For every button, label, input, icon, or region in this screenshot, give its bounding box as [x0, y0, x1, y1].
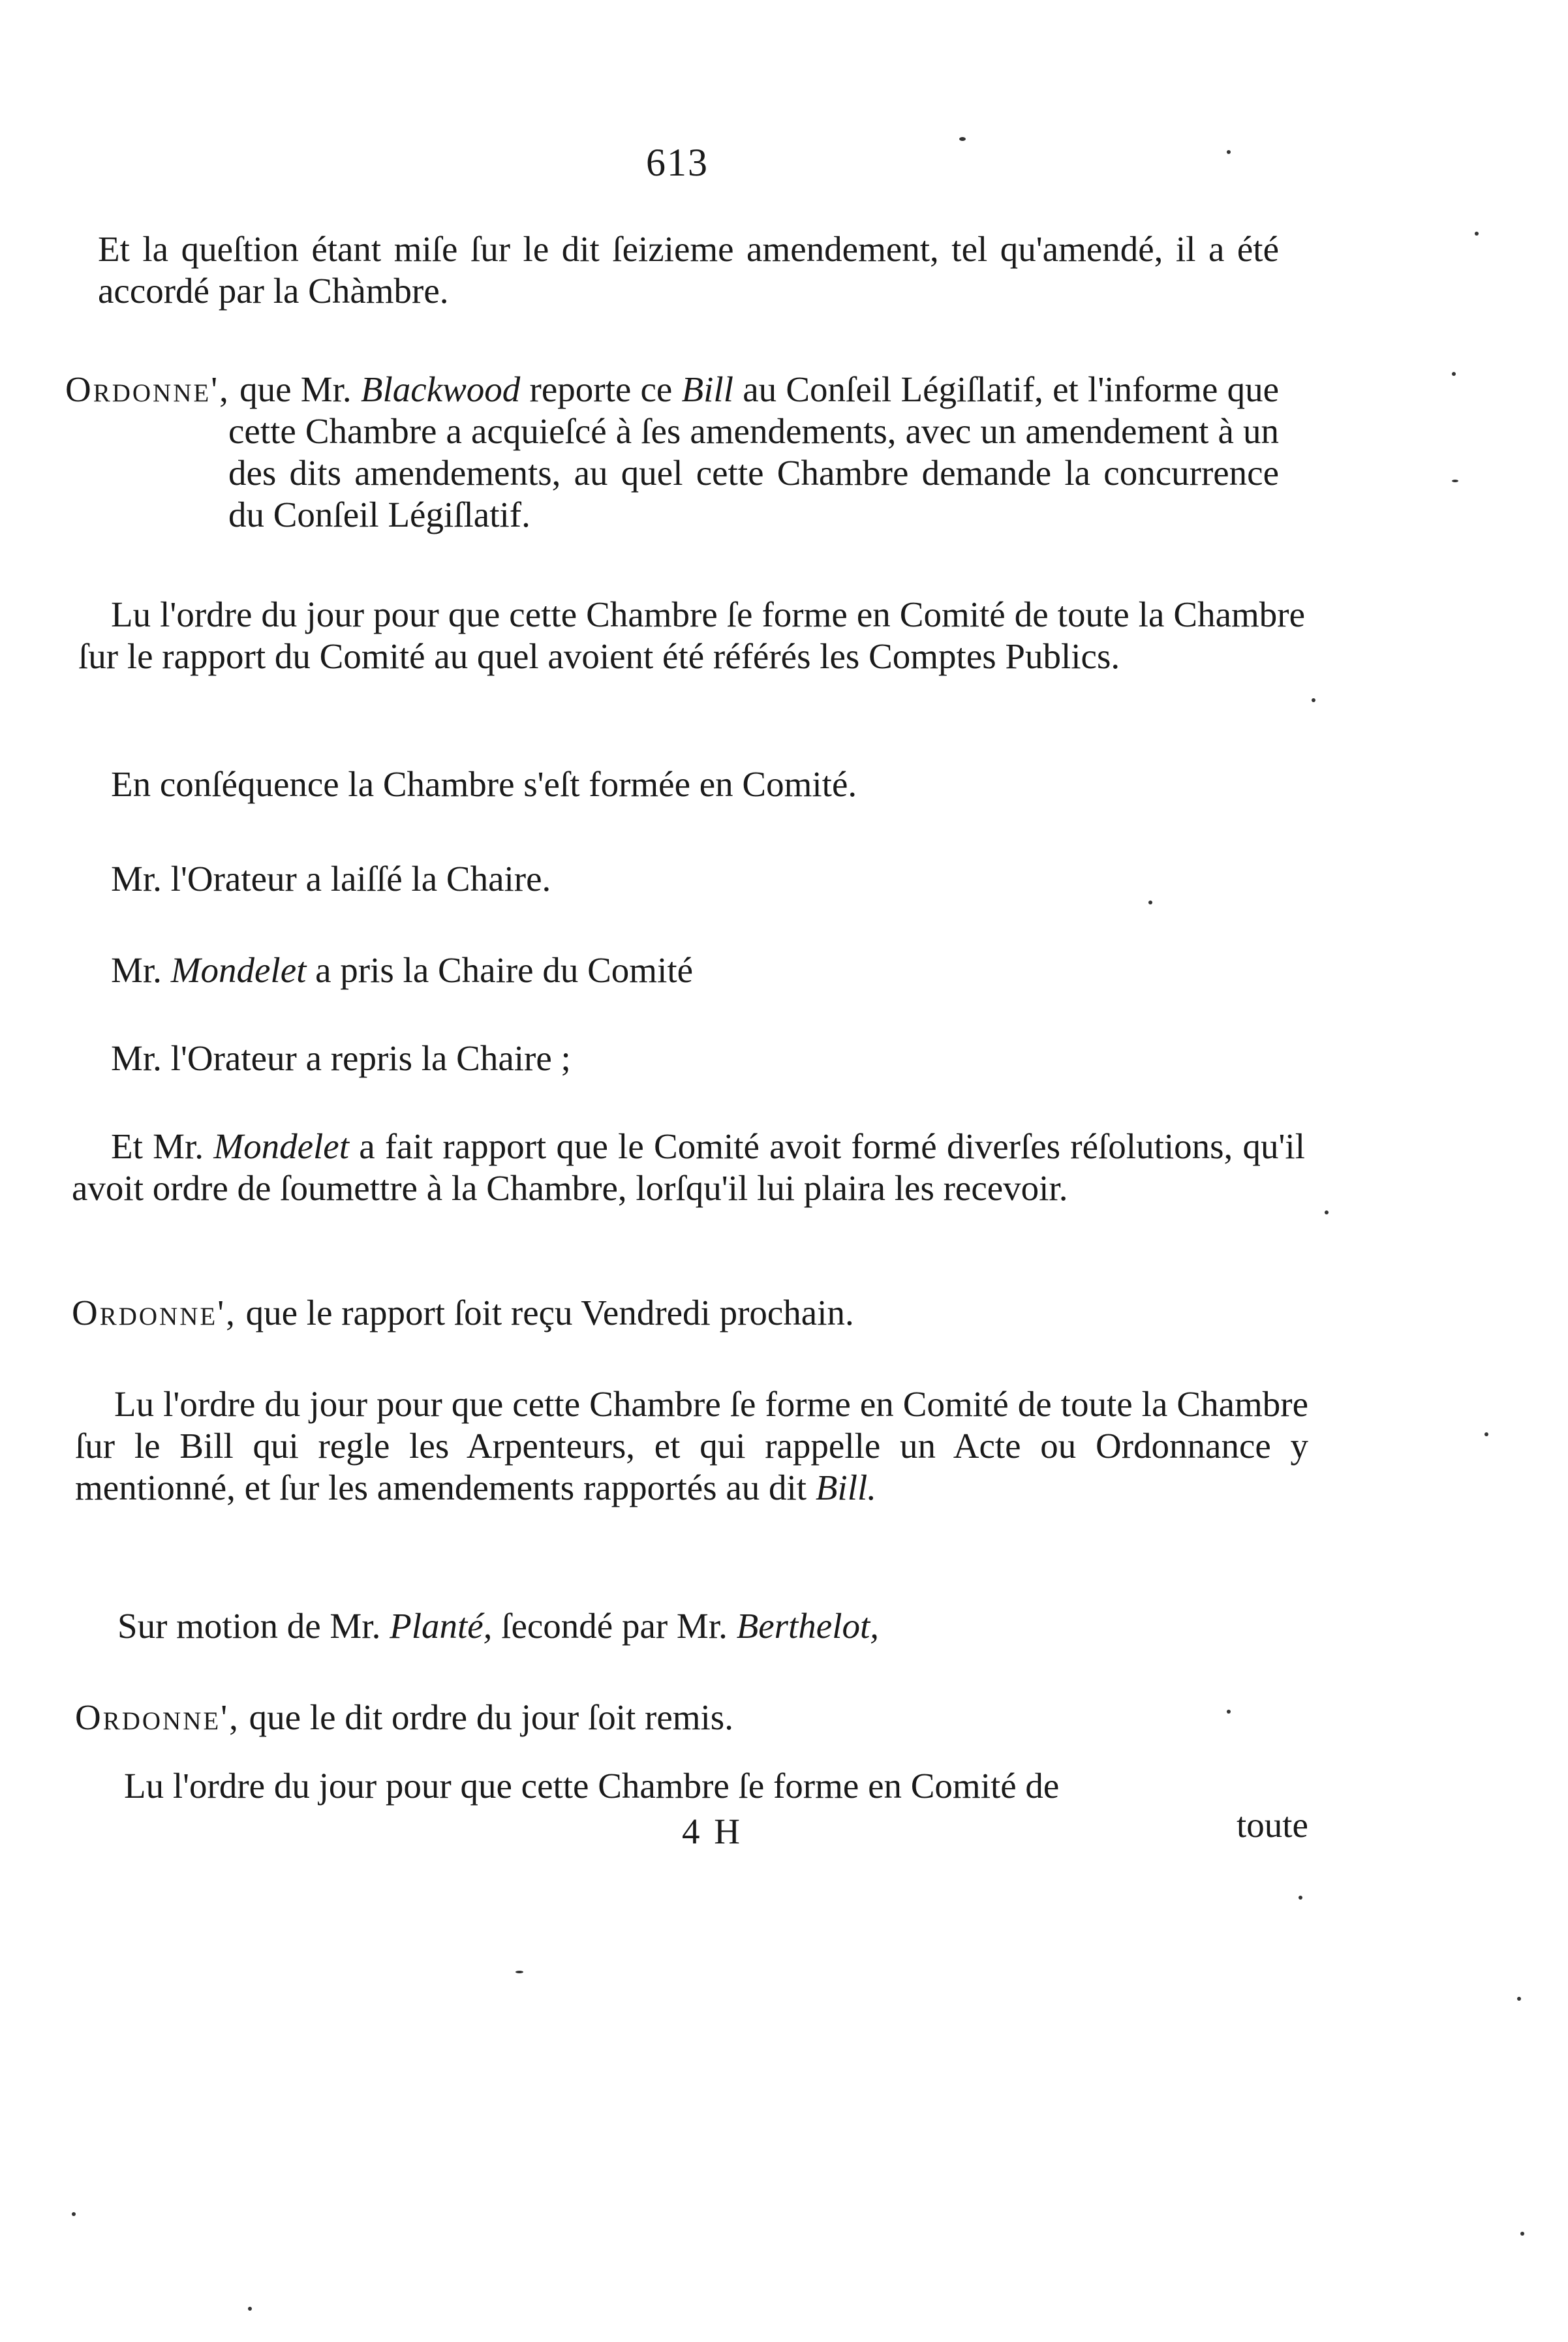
paragraph-text-part: a fait rapport que le Comité avoit formé diverſes réſolutions, qu'il avoit ordre de ſoumettre à la Chambre, lorſqu'il lui plaira les recevoir.: [72, 1126, 1305, 1208]
scan-speck: [248, 2307, 252, 2311]
scan-speck: [515, 1971, 523, 1973]
scan-speck: [1148, 901, 1152, 904]
scan-speck: [1227, 150, 1231, 154]
scan-speck: [1325, 1210, 1329, 1214]
paragraph-text-part: Sur motion de Mr.: [117, 1606, 390, 1646]
signature-mark: 4 H: [682, 1811, 743, 1851]
paragraph-ordonne-remis: [75, 1697, 1308, 1738]
ordonne-label: Ordonne',: [75, 1697, 240, 1737]
paragraph-text-part: Et Mr.: [111, 1126, 214, 1166]
scan-speck: [72, 2212, 76, 2216]
scan-speck: [1475, 232, 1479, 236]
name-berthelot: Berthelot,: [736, 1606, 880, 1646]
paragraph-lu-ordre-final: [124, 1765, 1331, 1807]
scan-speck: [1227, 1710, 1231, 1714]
page-number: 613: [646, 141, 709, 184]
catchword: toute: [1237, 1805, 1308, 1845]
paragraph-ordonne-rapport: [72, 1292, 1305, 1334]
paragraph-text-part: Lu l'ordre du jour pour que cette Chambre ſe forme en Comité de toute la Chambre ſur le Bill qui regle les Arpenteurs, et qui rappelle un Acte ou Ordonnance y mentionné, et ſur les amendements rapportés au dit: [75, 1384, 1308, 1507]
bill-word: Bill.: [815, 1468, 877, 1507]
paragraph-consequence: [111, 763, 1285, 805]
paragraph-orateur-laisse: [111, 858, 1285, 900]
paragraph-text-part: reporte ce: [520, 369, 682, 409]
name-mondelet: Mondelet: [170, 950, 307, 990]
name-mondelet: Mondelet: [213, 1126, 349, 1166]
paragraph-text-part: ſecondé par Mr.: [492, 1606, 737, 1646]
paragraph-text: En conſéquence la Chambre s'eſt formée en Comité.: [111, 764, 857, 804]
scan-speck: [1517, 1997, 1521, 2001]
paragraph-seizieme-amendement: [98, 228, 1279, 312]
scan-speck: [1452, 480, 1458, 482]
scan-speck: [1312, 698, 1315, 702]
paragraph-text: Mr. l'Orateur a laiſſé la Chaire.: [111, 859, 551, 899]
paragraph-text: Lu l'ordre du jour pour que cette Chambre ſe forme en Comité de toute la Chambre ſur le rapport du Comité au quel avoient été référés les Comptes Publics.: [78, 594, 1305, 676]
paragraph-text-part: Mr.: [111, 950, 171, 990]
scan-speck: [1452, 372, 1456, 376]
ordonne-label: Ordonne',: [72, 1293, 237, 1333]
bill-word: Bill: [681, 369, 733, 409]
paragraph-motion-plante: [117, 1605, 1292, 1647]
paragraph-mondelet-rapport: [72, 1126, 1305, 1209]
paragraph-ordonne-blackwood: [65, 369, 1279, 536]
name-blackwood: Blackwood: [360, 369, 521, 409]
paragraph-mondelet-chaire: [111, 949, 1285, 991]
scan-speck: [1484, 1432, 1488, 1436]
scan-speck: [959, 137, 966, 141]
paragraph-text: Lu l'ordre du jour pour que cette Chambre ſe forme en Comité de: [124, 1766, 1060, 1806]
paragraph-text: que le dit ordre du jour ſoit remis.: [239, 1697, 733, 1737]
paragraph-comptes-publics: [78, 594, 1305, 677]
paragraph-arpenteurs: [75, 1383, 1308, 1509]
paragraph-text: Mr. l'Orateur a repris la Chaire ;: [111, 1038, 571, 1078]
scan-speck: [1520, 2232, 1524, 2236]
paragraph-orateur-repris: [111, 1038, 1285, 1079]
paragraph-text-part: que Mr.: [230, 369, 361, 409]
paragraph-text: Et la queſtion étant miſe ſur le dit ſeizieme amendement, tel qu'amendé, il a été accordé par la Chàmbre.: [98, 229, 1279, 311]
paragraph-text-part: au Conſeil Légiſlatif, et l'informe que cette Chambre a acquieſcé à ſes amendements, avec un amendement à un des dits amendements, au quel cette Chambre demande la concurrence du Conſeil Légiſlatif.: [228, 369, 1279, 534]
paragraph-text-part: a pris la Chaire du Comité: [306, 950, 694, 990]
name-plante: Planté,: [390, 1606, 493, 1646]
ordonne-label: Ordonne',: [65, 369, 230, 409]
scan-speck: [1299, 1896, 1302, 1900]
paragraph-text: que le rapport ſoit reçu Vendredi prochain.: [236, 1293, 854, 1333]
